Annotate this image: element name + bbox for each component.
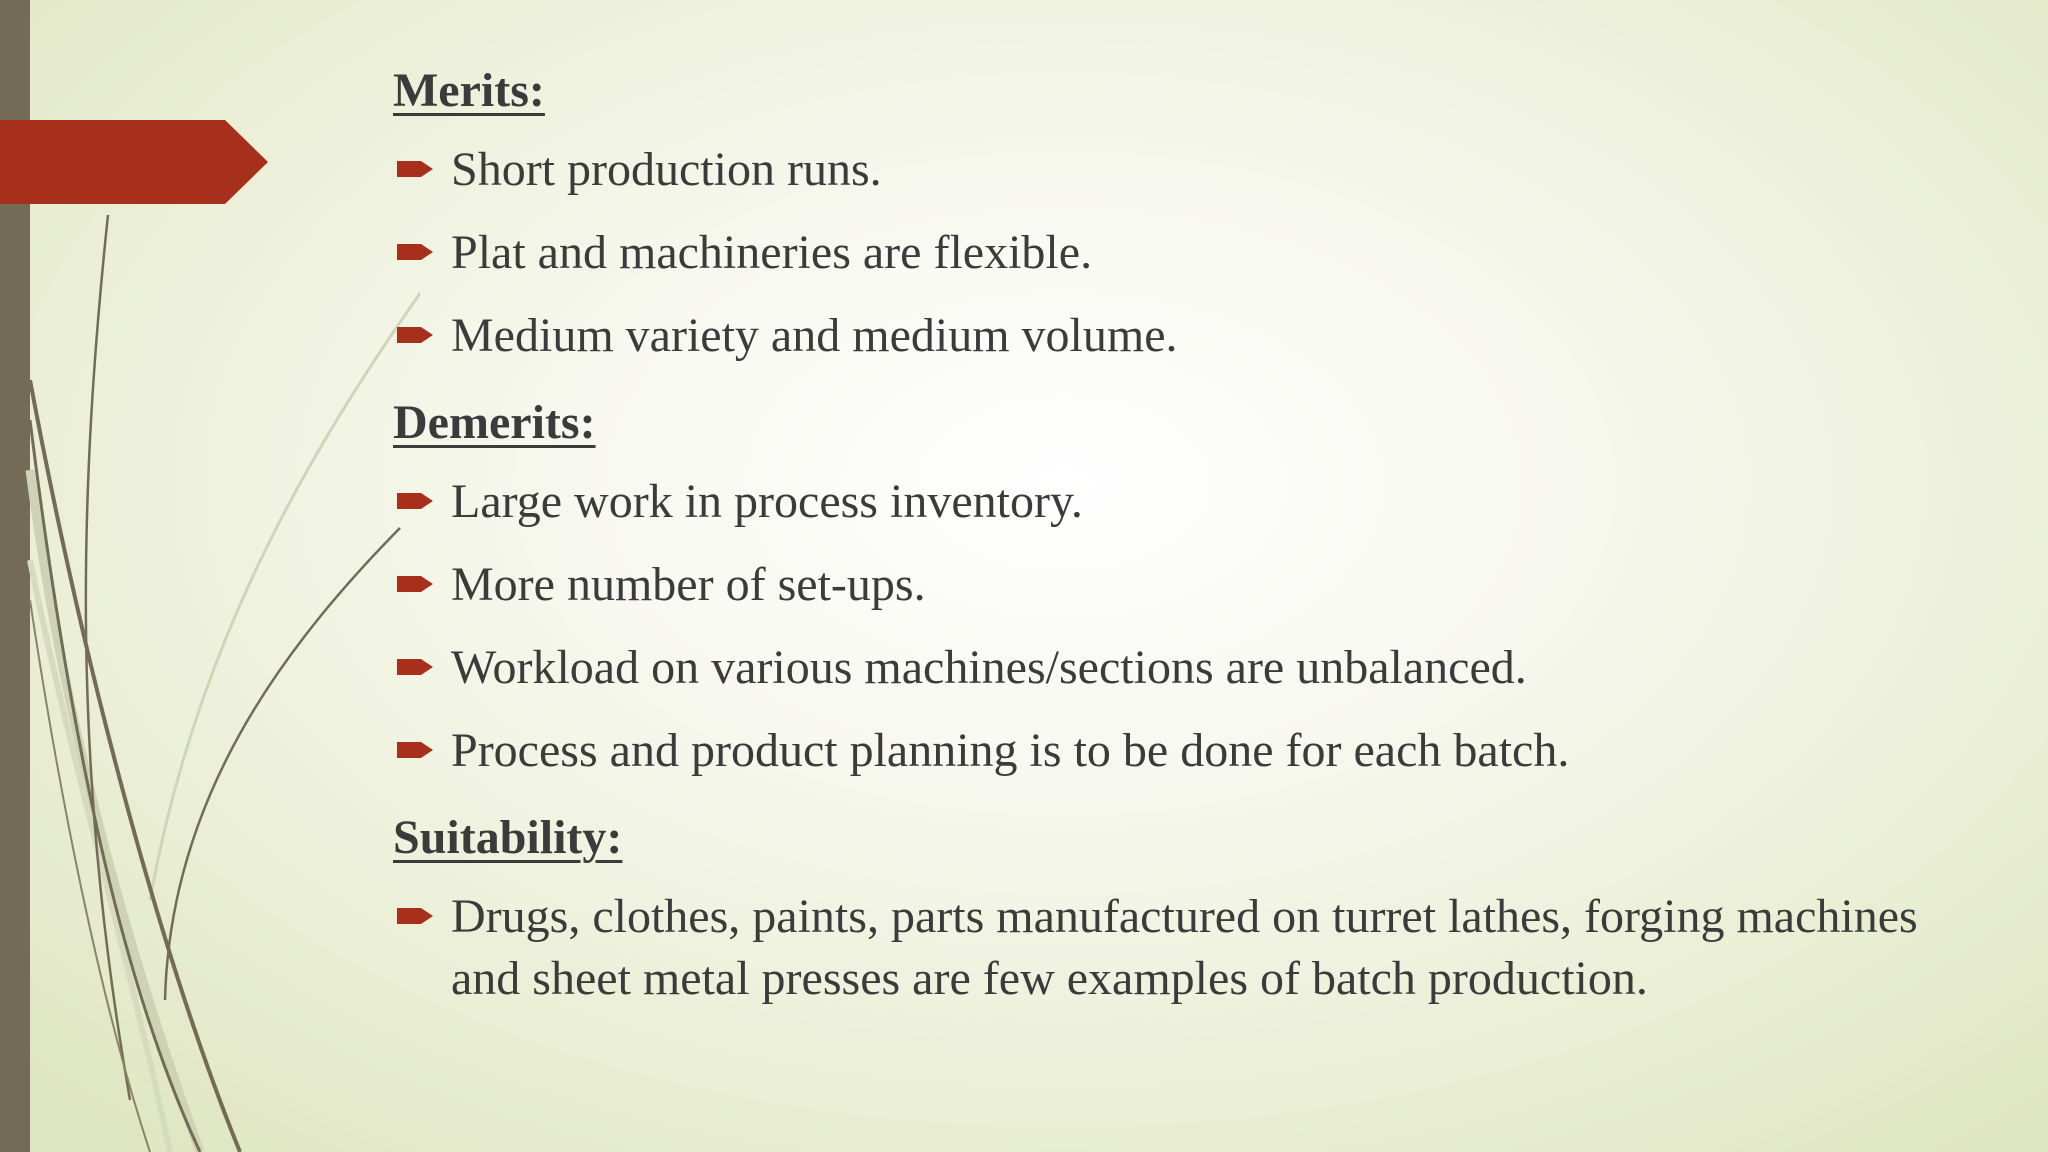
list-item xyxy=(393,222,1953,284)
list-item xyxy=(393,886,1953,1010)
list-item xyxy=(393,305,1953,367)
heading-merits: Merits: xyxy=(393,64,545,117)
list-item-text: Drugs, clothes, paints, parts manufactured on turret lathes, forging machines and sheet metal presses are few examples of batch production. xyxy=(451,890,1918,1005)
arrow-bullet-icon xyxy=(397,489,433,513)
list-item xyxy=(393,720,1953,782)
arrow-bullet-icon xyxy=(397,655,433,679)
arrow-bullet-icon xyxy=(397,738,433,762)
list-item xyxy=(393,139,1953,201)
list-item xyxy=(393,554,1953,616)
list-item-text: Workload on various machines/sections are unbalanced. xyxy=(451,641,1527,694)
decorative-grass-lines xyxy=(0,0,420,1152)
list-item-text: Medium variety and medium volume. xyxy=(451,309,1178,362)
red-arrow-banner xyxy=(0,120,268,204)
arrow-bullet-icon xyxy=(397,572,433,596)
heading-demerits: Demerits: xyxy=(393,396,596,449)
list-item-text: Short production runs. xyxy=(451,143,882,196)
list-item-text: Plat and machineries are flexible. xyxy=(451,226,1093,279)
list-item-text: Process and product planning is to be done for each batch. xyxy=(451,724,1570,777)
list-item-text: More number of set-ups. xyxy=(451,558,926,611)
heading-suitability: Suitability: xyxy=(393,811,623,864)
arrow-bullet-icon xyxy=(397,157,433,181)
arrow-bullet-icon xyxy=(397,904,433,928)
arrow-bullet-icon xyxy=(397,323,433,347)
list-item xyxy=(393,471,1953,533)
arrow-bullet-icon xyxy=(397,240,433,264)
slide-content xyxy=(393,56,1953,1031)
list-item xyxy=(393,637,1953,699)
list-item-text: Large work in process inventory. xyxy=(451,475,1083,528)
